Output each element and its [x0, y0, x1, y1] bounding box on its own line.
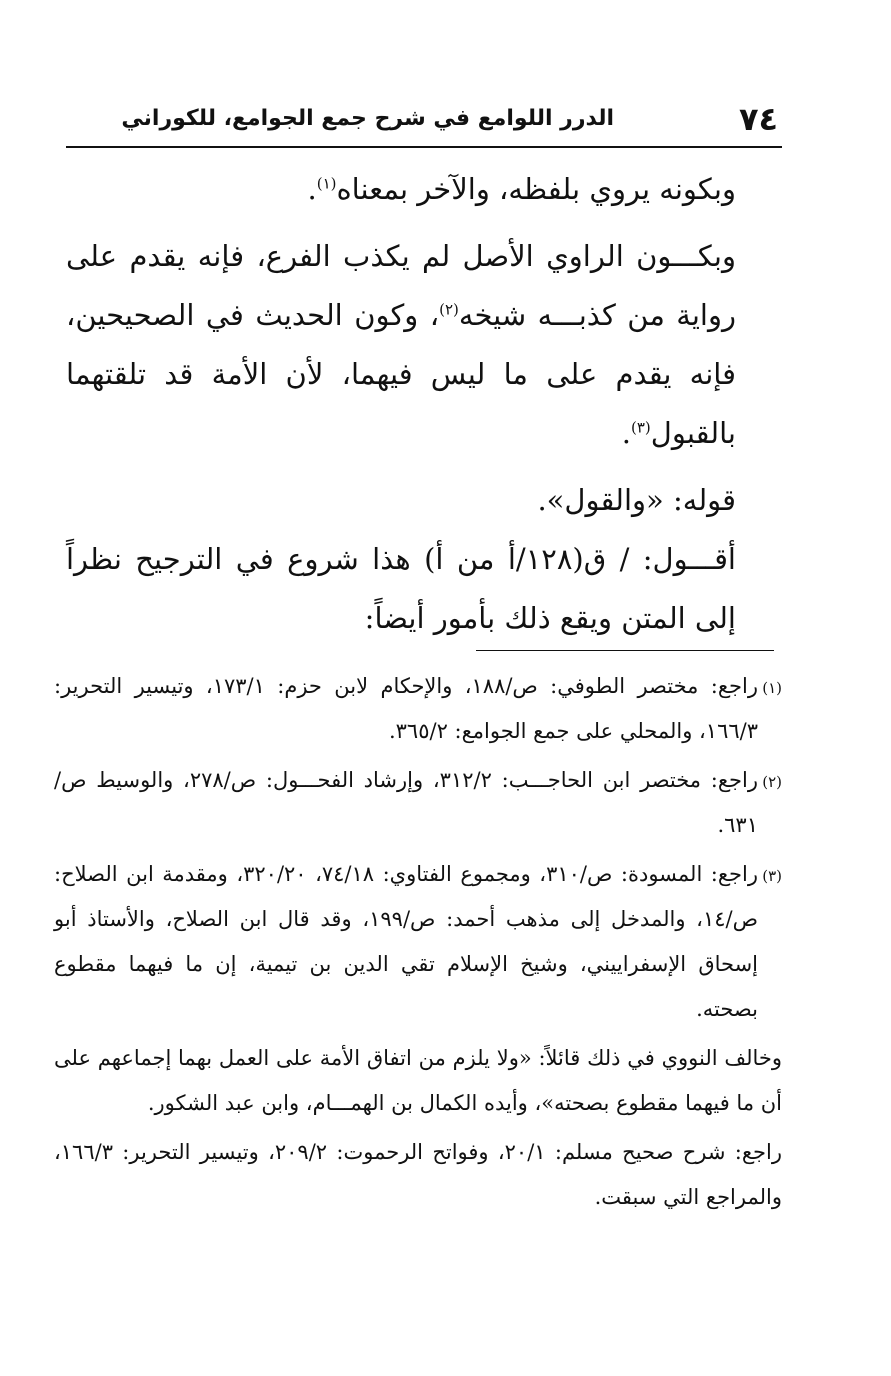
- footnote-2: [54, 758, 782, 848]
- footnote-2-number: (٢): [762, 773, 782, 791]
- paragraph-2-end: .: [621, 416, 631, 450]
- page-number: ٧٤: [738, 100, 778, 138]
- footnote-1-text: راجع: مختصر الطوفي: ص/١٨٨، والإحكام لابن حزم: ١٧٣/١، وتيسير التحرير: ١٦٦/٣، والمحلي على جمع الجوامع: ٣٦٥/٢.: [54, 674, 758, 743]
- footnote-3-number: (٣): [762, 867, 782, 885]
- footnote-ref-3: (٣): [631, 418, 651, 437]
- footnote-ref-1: (١): [316, 174, 337, 193]
- paragraph-2-rest: ، وكون الحديث في الصحيحين، فإنه يقدم على ما ليس فيهما، لأن الأمة قد تلقتهما بالقبول: [66, 298, 736, 450]
- paragraph-2-text: وبكـــون الراوي الأصل لم يكذب الفرع، فإنه يقدم على رواية من كذبـــه شيخه: [66, 239, 736, 332]
- footnote-3-text: راجع: المسودة: ص/٣١٠، ومجموع الفتاوي: ٧٤/١٨، ٣٢٠/٢٠، ومقدمة ابن الصلاح: ص/١٤، والمدخل إلى مذهب أحمد: ص/١٩٩، وقد قال ابن الصلاح، والأستاذ أبو إسحاق الإسفراييني، وشيخ الإسلام تقي الدين بن تيمية، إن ما فيهما مقطوع بصحته.: [54, 862, 758, 1021]
- running-title: الدرر اللوامع في شرح جمع الجوامع، للكوراني: [121, 106, 614, 131]
- footnote-3: [54, 852, 782, 1032]
- paragraph-2: [66, 227, 782, 463]
- paragraph-1-end: .: [307, 172, 317, 206]
- footnote-3-paragraph-2: وخالف النووي في ذلك قائلاً: «ولا يلزم من اتفاق الأمة على العمل بهما إجماعهم على أن ما فيهما مقطوع بصحته»، وأيده الكمال بن الهمـــام، وابن عبد الشكور.: [54, 1046, 782, 1115]
- main-text: [66, 160, 782, 648]
- footnote-rule: [476, 650, 774, 651]
- paragraph-1: [66, 160, 782, 219]
- footnote-1-number: (١): [762, 679, 782, 697]
- footnote-3-paragraph-3: راجع: شرح صحيح مسلم: ٢٠/١، وفواتح الرحموت: ٢٠٩/٢، وتيسير التحرير: ١٦٦/٣، والمراجع التي سبقت.: [54, 1140, 782, 1209]
- footnotes: [54, 664, 782, 1224]
- footnote-ref-2: (٢): [439, 300, 459, 319]
- footnote-1: [54, 664, 782, 754]
- paragraph-3: قوله: «والقول».: [537, 483, 736, 517]
- footnote-2-text: راجع: مختصر ابن الحاجـــب: ٣١٢/٢، وإرشاد الفحـــول: ص/٢٧٨، والوسيط ص/٦٣١.: [54, 768, 758, 837]
- paragraph-4: أقـــول: / ق(١٢٨/أ من أ) هذا شروع في الترجيح نظراً إلى المتن ويقع ذلك بأمور أيضاً:: [66, 542, 736, 635]
- paragraph-1-text: وبكونه يروي بلفظه، والآخر بمعناه: [336, 172, 736, 206]
- page-header: [66, 92, 782, 146]
- header-rule: [66, 146, 782, 148]
